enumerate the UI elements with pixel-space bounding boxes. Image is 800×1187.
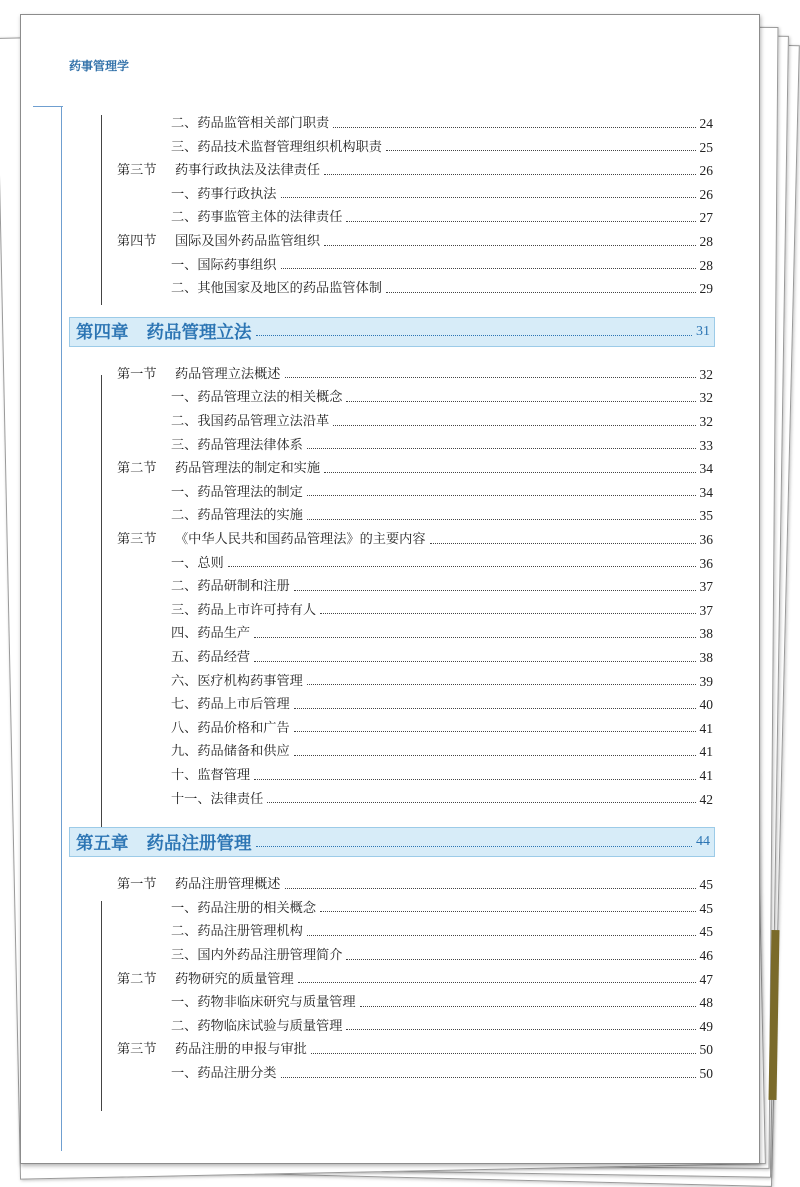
page-number: 37: [699, 579, 713, 595]
item-title: 一、药品管理法的制定: [171, 484, 303, 500]
item-title: 一、药品注册分类: [171, 1066, 277, 1081]
item-title: 三、药品上市许可持有人: [171, 602, 317, 618]
page-number: 36: [699, 555, 713, 571]
dot-leader: [346, 401, 695, 402]
group-bracket: [101, 375, 102, 827]
margin-rule: [33, 106, 63, 107]
dot-leader: [324, 174, 695, 175]
toc-item-row[interactable]: [171, 742, 713, 762]
dot-leader: [307, 684, 696, 685]
page-number: 35: [699, 508, 713, 524]
page-number: 50: [699, 1066, 713, 1081]
toc-item-row[interactable]: [171, 1017, 713, 1037]
item-title: 七、药品上市后管理: [171, 697, 290, 713]
dot-leader: [311, 1053, 696, 1054]
dot-leader: [281, 268, 696, 269]
page-number: 41: [699, 768, 713, 783]
item-title: 四、药品生产: [171, 626, 251, 642]
section-number: 第一节: [117, 877, 157, 893]
page-number: 33: [699, 437, 713, 453]
dot-leader: [307, 448, 696, 449]
toc-item-row[interactable]: [171, 899, 713, 919]
page-number: 39: [699, 673, 713, 689]
page-number: 31: [696, 323, 710, 339]
toc-page: [20, 14, 760, 1164]
toc-item-row[interactable]: [171, 506, 713, 526]
page-number: 27: [699, 210, 713, 226]
page-number: 32: [699, 366, 713, 382]
dot-leader: [294, 708, 696, 709]
toc-item-row[interactable]: [171, 436, 713, 456]
section-number: 第三节: [117, 163, 157, 179]
dot-leader: [254, 661, 695, 662]
dot-leader: [333, 425, 695, 426]
item-title: 九、药品储备和供应: [171, 744, 290, 760]
toc-item-row[interactable]: [171, 412, 713, 432]
toc-item-row[interactable]: [171, 719, 713, 739]
item-title: 十一、法律责任: [171, 791, 264, 807]
toc-item-row[interactable]: [171, 279, 713, 299]
page-number: 46: [699, 948, 713, 963]
item-title: 二、药品监管相关部门职责: [171, 116, 330, 131]
chapter-title: 药品管理立法: [146, 323, 252, 344]
page-number: 45: [699, 900, 713, 916]
item-title: 三、国内外药品注册管理简介: [171, 948, 343, 963]
item-title: 八、药品价格和广告: [171, 720, 290, 736]
group-bracket: [101, 115, 102, 305]
page-number: 44: [696, 834, 710, 850]
page-number: 29: [699, 281, 713, 297]
item-title: 三、药品技术监督管理组织机构职责: [171, 139, 382, 155]
section-number: 第二节: [117, 461, 157, 477]
page-number: 36: [699, 532, 713, 547]
dot-leader: [324, 472, 695, 473]
page-number: 28: [699, 257, 713, 273]
section-title: 药物研究的质量管理: [175, 971, 294, 987]
toc-section-row[interactable]: [117, 875, 713, 895]
toc-item-row[interactable]: [171, 138, 713, 158]
section-title: 《中华人民共和国药品管理法》的主要内容: [175, 532, 426, 547]
item-title: 二、药品研制和注册: [171, 579, 290, 595]
page-number: 28: [699, 234, 713, 249]
page-number: 47: [699, 971, 713, 987]
dot-leader: [324, 245, 695, 246]
dot-leader: [228, 566, 696, 567]
chapter-number: 第四章: [76, 323, 129, 344]
page-number: 45: [699, 877, 713, 893]
page-number: 34: [699, 484, 713, 500]
item-title: 五、药品经营: [171, 650, 251, 665]
dot-leader: [360, 1006, 696, 1007]
item-title: 一、药品注册的相关概念: [171, 900, 317, 916]
item-title: 六、医疗机构药事管理: [171, 673, 303, 689]
dot-leader: [307, 495, 696, 496]
toc-section-row[interactable]: [117, 365, 713, 385]
dot-leader: [320, 911, 695, 912]
dot-leader: [346, 1029, 695, 1030]
page-number: 38: [699, 650, 713, 665]
toc-item-row[interactable]: [171, 114, 713, 134]
section-number: 第一节: [117, 366, 157, 382]
toc-section-row[interactable]: [117, 970, 713, 990]
section-title: 药品注册的申报与审批: [175, 1042, 307, 1058]
dot-leader: [307, 519, 696, 520]
chapter-heading[interactable]: [69, 827, 715, 857]
dot-leader: [333, 127, 695, 128]
section-number: 第三节: [117, 1042, 157, 1058]
item-title: 三、药品管理法律体系: [171, 437, 303, 453]
toc-item-row[interactable]: [171, 695, 713, 715]
group-bracket: [101, 901, 102, 1111]
toc-item-row[interactable]: [171, 624, 713, 644]
toc-item-row[interactable]: [171, 577, 713, 597]
item-title: 二、药品管理法的实施: [171, 508, 303, 524]
toc-item-row[interactable]: [171, 922, 713, 942]
item-title: 一、国际药事组织: [171, 257, 277, 273]
toc-section-row[interactable]: [117, 232, 713, 252]
dot-leader: [256, 335, 693, 336]
book-cover-edge: [769, 930, 780, 1100]
dot-leader: [256, 846, 693, 847]
page-number: 26: [699, 163, 713, 179]
toc-item-row[interactable]: [171, 208, 713, 228]
toc-section-row[interactable]: [117, 161, 713, 181]
dot-leader: [346, 221, 695, 222]
toc-section-row[interactable]: [117, 459, 713, 479]
section-title: 药品管理立法概述: [175, 366, 281, 382]
dot-leader: [346, 959, 695, 960]
toc-item-row[interactable]: [171, 256, 713, 276]
section-title: 药事行政执法及法律责任: [175, 163, 321, 179]
page-number: 49: [699, 1018, 713, 1034]
item-title: 一、药品管理立法的相关概念: [171, 390, 343, 406]
chapter-title: 药品注册管理: [146, 833, 252, 854]
toc-item-row[interactable]: [171, 483, 713, 503]
dot-leader: [254, 637, 695, 638]
item-title: 一、药事行政执法: [171, 186, 277, 202]
item-title: 二、药物临床试验与质量管理: [171, 1018, 343, 1034]
dot-leader: [294, 731, 696, 732]
page-number: 26: [699, 186, 713, 202]
running-head: 药事管理学: [69, 59, 130, 73]
chapter-heading[interactable]: [69, 317, 715, 347]
toc-section-row[interactable]: [117, 1040, 713, 1060]
dot-leader: [298, 982, 696, 983]
toc-item-row[interactable]: [171, 554, 713, 574]
toc-item-row[interactable]: [171, 1064, 713, 1084]
page-number: 48: [699, 995, 713, 1011]
toc-item-row[interactable]: [171, 601, 713, 621]
dot-leader: [386, 292, 696, 293]
toc-item-row[interactable]: [171, 993, 713, 1013]
page-number: 38: [699, 626, 713, 642]
section-title: 药品管理法的制定和实施: [175, 461, 321, 477]
chapter-number: 第五章: [76, 833, 129, 854]
margin-rule: [61, 106, 62, 1151]
section-number: 第四节: [117, 234, 157, 249]
item-title: 一、总则: [171, 555, 224, 571]
dot-leader: [285, 377, 696, 378]
dot-leader: [294, 590, 696, 591]
item-title: 二、药品注册管理机构: [171, 924, 303, 940]
page-number: 24: [699, 116, 713, 131]
toc-item-row[interactable]: [171, 672, 713, 692]
dot-leader: [307, 935, 696, 936]
dot-leader: [281, 197, 696, 198]
section-number: 第三节: [117, 532, 157, 547]
dot-leader: [320, 613, 695, 614]
section-number: 第二节: [117, 971, 157, 987]
dot-leader: [254, 779, 695, 780]
toc-item-row[interactable]: [171, 946, 713, 966]
item-title: 二、其他国家及地区的药品监管体制: [171, 281, 382, 297]
item-title: 二、我国药品管理立法沿革: [171, 414, 330, 429]
page-number: 40: [699, 697, 713, 713]
page-number: 32: [699, 414, 713, 429]
toc-item-row[interactable]: [171, 185, 713, 205]
page-number: 41: [699, 744, 713, 760]
dot-leader: [386, 150, 696, 151]
page-number: 42: [699, 791, 713, 807]
dot-leader: [294, 755, 696, 756]
toc-item-row[interactable]: [171, 790, 713, 810]
dot-leader: [285, 888, 696, 889]
page-number: 34: [699, 461, 713, 477]
item-title: 一、药物非临床研究与质量管理: [171, 995, 356, 1011]
item-title: 二、药事监管主体的法律责任: [171, 210, 343, 226]
page-number: 32: [699, 390, 713, 406]
section-title: 药品注册管理概述: [175, 877, 281, 893]
page-number: 45: [699, 924, 713, 940]
toc-item-row[interactable]: [171, 648, 713, 668]
toc-item-row[interactable]: [171, 766, 713, 786]
page-number: 50: [699, 1042, 713, 1058]
item-title: 十、监督管理: [171, 768, 251, 783]
page-number: 25: [699, 139, 713, 155]
page-number: 37: [699, 602, 713, 618]
toc-item-row[interactable]: [171, 388, 713, 408]
section-title: 国际及国外药品监管组织: [175, 234, 321, 249]
page-number: 41: [699, 720, 713, 736]
toc-section-row[interactable]: [117, 530, 713, 550]
dot-leader: [267, 802, 695, 803]
dot-leader: [281, 1077, 696, 1078]
dot-leader: [430, 543, 696, 544]
